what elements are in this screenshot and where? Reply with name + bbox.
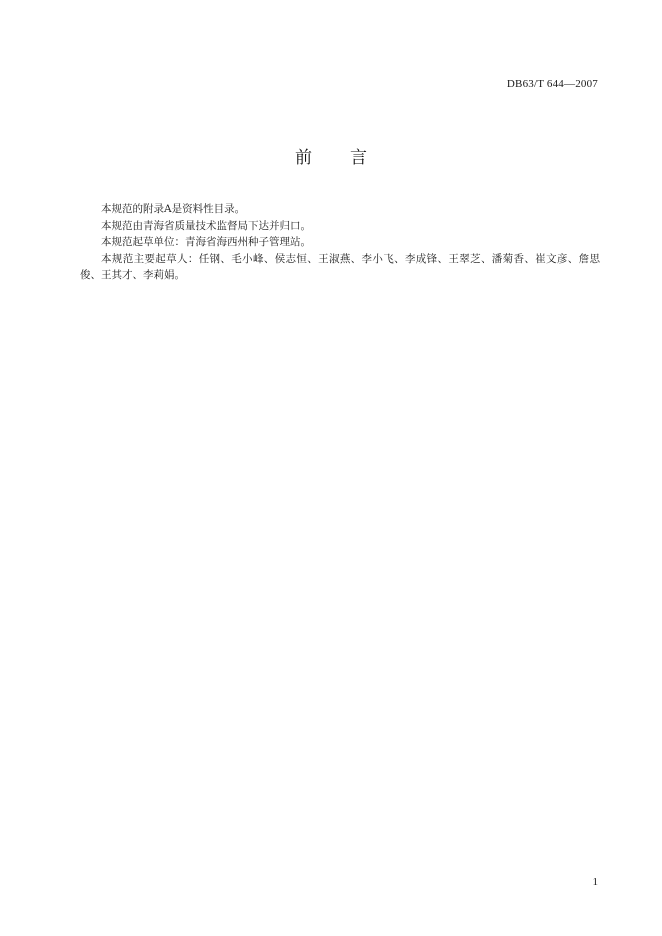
paragraph-issuing-authority: 本规范由青海省质量技术监督局下达并归口。 — [101, 219, 311, 232]
standard-code: DB63/T 644—2007 — [506, 78, 598, 90]
page-title: 前言 — [295, 148, 405, 168]
paragraph-drafters: 本规范主要起草人：任钢、毛小峰、侯志恒、王淑燕、李小飞、李成锋、王翠芝、潘菊香、崔文彦、詹思俊、王其才、李莉娟。 — [80, 252, 600, 281]
foreword-body — [80, 201, 600, 284]
page-number: 1 — [592, 876, 598, 888]
paragraph-appendix-note: 本规范的附录A是资料性目录。 — [101, 203, 246, 215]
paragraph-drafting-unit: 本规范起草单位：青海省海西州种子管理站。 — [101, 236, 311, 248]
